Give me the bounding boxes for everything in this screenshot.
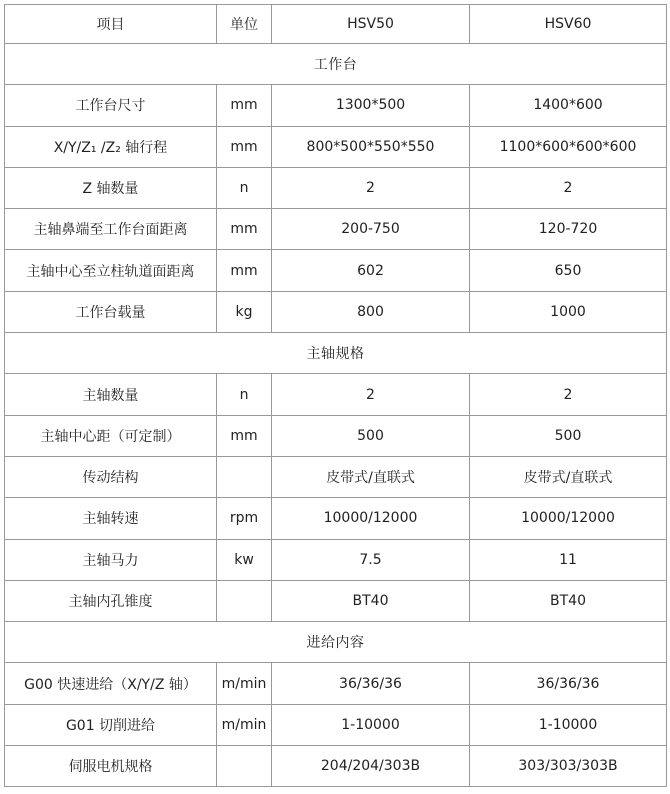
table-row — [5, 498, 667, 539]
unit-cell: mm — [217, 415, 272, 456]
unit-cell: m/min — [217, 704, 272, 745]
table-row — [5, 209, 667, 250]
item-cell: 伺服电机规格 — [5, 746, 217, 787]
unit-cell: n — [217, 374, 272, 415]
table-row — [5, 704, 667, 745]
header-row — [5, 5, 667, 44]
table-row — [5, 126, 667, 167]
header-unit: 单位 — [217, 5, 272, 44]
unit-cell: mm — [217, 126, 272, 167]
item-cell: G01 切削进给 — [5, 704, 217, 745]
model-b-value: 10000/12000 — [470, 498, 667, 539]
header-model-a: HSV50 — [272, 5, 470, 44]
model-b-value: 303/303/303B — [470, 746, 667, 787]
section-title: 主轴规格 — [5, 333, 667, 374]
model-a-value: 500 — [272, 415, 470, 456]
model-b-value: 650 — [470, 250, 667, 291]
unit-cell — [217, 456, 272, 497]
model-a-value: BT40 — [272, 580, 470, 621]
item-cell: 主轴内孔锥度 — [5, 580, 217, 621]
unit-cell: rpm — [217, 498, 272, 539]
table-row — [5, 456, 667, 497]
model-b-value: 1-10000 — [470, 704, 667, 745]
model-b-value: 120-720 — [470, 209, 667, 250]
model-a-value: 皮带式/直联式 — [272, 456, 470, 497]
model-b-value: 1100*600*600*600 — [470, 126, 667, 167]
table-row — [5, 167, 667, 208]
table-row — [5, 539, 667, 580]
model-b-value: 2 — [470, 374, 667, 415]
model-a-value: 10000/12000 — [272, 498, 470, 539]
model-a-value: 1-10000 — [272, 704, 470, 745]
table-row — [5, 291, 667, 332]
model-b-value: 2 — [470, 167, 667, 208]
item-cell: 工作台载量 — [5, 291, 217, 332]
table-row — [5, 580, 667, 621]
unit-cell: kg — [217, 291, 272, 332]
model-a-value: 200-750 — [272, 209, 470, 250]
table-row — [5, 746, 667, 787]
model-a-value: 2 — [272, 167, 470, 208]
item-cell: G00 快速进给（X/Y/Z 轴） — [5, 663, 217, 704]
model-b-value: 1400*600 — [470, 85, 667, 126]
item-cell: 工作台尺寸 — [5, 85, 217, 126]
unit-cell: n — [217, 167, 272, 208]
model-a-value: 800*500*550*550 — [272, 126, 470, 167]
header-item: 项目 — [5, 5, 217, 44]
spec-table-body — [5, 5, 667, 787]
item-cell: 传动结构 — [5, 456, 217, 497]
item-cell: Z 轴数量 — [5, 167, 217, 208]
model-a-value: 7.5 — [272, 539, 470, 580]
section-row — [5, 44, 667, 85]
model-b-value: BT40 — [470, 580, 667, 621]
item-cell: X/Y/Z₁ /Z₂ 轴行程 — [5, 126, 217, 167]
unit-cell: mm — [217, 250, 272, 291]
model-a-value: 1300*500 — [272, 85, 470, 126]
table-row — [5, 250, 667, 291]
model-b-value: 36/36/36 — [470, 663, 667, 704]
item-cell: 主轴马力 — [5, 539, 217, 580]
unit-cell: mm — [217, 209, 272, 250]
unit-cell: kw — [217, 539, 272, 580]
item-cell: 主轴鼻端至工作台面距离 — [5, 209, 217, 250]
unit-cell — [217, 746, 272, 787]
model-b-value: 皮带式/直联式 — [470, 456, 667, 497]
model-a-value: 2 — [272, 374, 470, 415]
section-title: 进给内容 — [5, 622, 667, 663]
model-a-value: 204/204/303B — [272, 746, 470, 787]
model-a-value: 602 — [272, 250, 470, 291]
item-cell: 主轴数量 — [5, 374, 217, 415]
unit-cell: m/min — [217, 663, 272, 704]
item-cell: 主轴中心距（可定制） — [5, 415, 217, 456]
model-b-value: 1000 — [470, 291, 667, 332]
section-title: 工作台 — [5, 44, 667, 85]
section-row — [5, 333, 667, 374]
table-row — [5, 374, 667, 415]
model-b-value: 11 — [470, 539, 667, 580]
unit-cell — [217, 580, 272, 621]
header-model-b: HSV60 — [470, 5, 667, 44]
model-a-value: 36/36/36 — [272, 663, 470, 704]
section-row — [5, 622, 667, 663]
unit-cell: mm — [217, 85, 272, 126]
model-b-value: 500 — [470, 415, 667, 456]
item-cell: 主轴中心至立柱轨道面距离 — [5, 250, 217, 291]
spec-table — [4, 4, 667, 787]
model-a-value: 800 — [272, 291, 470, 332]
table-row — [5, 85, 667, 126]
table-row — [5, 663, 667, 704]
table-row — [5, 415, 667, 456]
item-cell: 主轴转速 — [5, 498, 217, 539]
